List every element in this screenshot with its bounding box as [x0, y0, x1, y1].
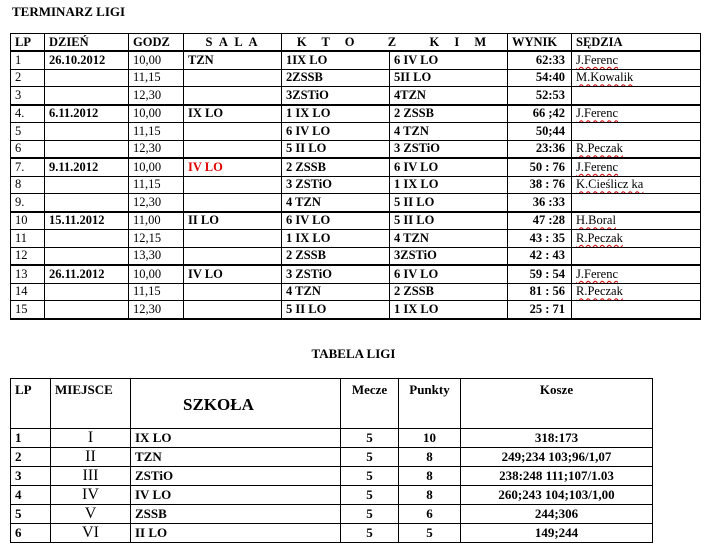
fixture-score: 62:33	[508, 51, 572, 69]
header-hall: S A L A	[184, 34, 282, 52]
fixture-away-team: 2 ZSSB	[390, 105, 508, 123]
standings-lp: 1	[11, 429, 51, 448]
fixture-time: 12,30	[129, 140, 184, 158]
fixture-referee: H.Boral	[572, 212, 701, 230]
standings-header-place: MIEJSCE	[51, 379, 131, 429]
fixture-time: 10,00	[129, 158, 184, 176]
standings-header-school: SZKOŁA	[131, 379, 341, 429]
header-time: GODZ	[129, 34, 184, 52]
fixture-lp: 9.	[11, 194, 45, 212]
standings-points: 10	[399, 429, 461, 448]
fixture-date	[45, 69, 129, 87]
standings-place: III	[51, 467, 131, 486]
fixture-referee	[572, 87, 701, 105]
fixture-home-team: 3 ZSTiO	[282, 176, 390, 194]
fixture-referee: J.Ferenc	[572, 51, 701, 69]
fixture-score: 81 : 56	[508, 283, 572, 301]
standings-baskets: 318:173	[461, 429, 653, 448]
fixture-away-team: 6 IV LO	[390, 265, 508, 283]
fixture-home-team: 3ZSTiO	[282, 87, 390, 105]
standings-points: 8	[399, 467, 461, 486]
standings-points: 6	[399, 505, 461, 524]
fixture-row	[11, 265, 701, 283]
standings-header-baskets: Kosze	[461, 379, 653, 429]
fixture-date	[45, 283, 129, 301]
fixture-row	[11, 212, 701, 230]
fixture-referee	[572, 247, 701, 265]
fixture-away-team: 2 ZSSB	[390, 283, 508, 301]
standings-school: TZN	[131, 448, 341, 467]
fixture-home-team: 3 ZSTiO	[282, 265, 390, 283]
fixture-time: 12,30	[129, 301, 184, 319]
fixture-row	[11, 230, 701, 248]
fixture-score: 54:40	[508, 69, 572, 87]
fixture-date	[45, 194, 129, 212]
fixture-time: 11,15	[129, 123, 184, 141]
fixture-score: 47 :28	[508, 212, 572, 230]
fixture-away-team: 4TZN	[390, 87, 508, 105]
fixture-score: 50 : 76	[508, 158, 572, 176]
fixture-row	[11, 158, 701, 176]
fixture-lp: 10	[11, 212, 45, 230]
fixture-date	[45, 176, 129, 194]
fixture-home-team: 6 IV LO	[282, 123, 390, 141]
fixture-hall	[184, 301, 282, 319]
fixture-away-team: 6 IV LO	[390, 51, 508, 69]
fixture-away-team: 5 II LO	[390, 212, 508, 230]
fixture-referee: R.Peczak	[572, 140, 701, 158]
fixture-hall	[184, 176, 282, 194]
fixture-home-team: 6 IV LO	[282, 212, 390, 230]
fixture-home-team: 1 IX LO	[282, 230, 390, 248]
standings-games: 5	[341, 467, 399, 486]
fixture-hall: IX LO	[184, 105, 282, 123]
fixture-away-team: 5 II LO	[390, 194, 508, 212]
fixture-row	[11, 194, 701, 212]
standings-school: II LO	[131, 524, 341, 543]
fixture-row	[11, 176, 701, 194]
fixture-home-team: 1 IX LO	[282, 105, 390, 123]
fixture-time: 12,30	[129, 194, 184, 212]
fixture-date: 6.11.2012	[45, 105, 129, 123]
fixture-away-team: 3ZSTiO	[390, 247, 508, 265]
standings-games: 5	[341, 505, 399, 524]
fixture-row	[11, 51, 701, 69]
standings-games: 5	[341, 486, 399, 505]
fixture-score: 38 : 76	[508, 176, 572, 194]
standings-baskets: 249;234 103;96/1,07	[461, 448, 653, 467]
fixture-row	[11, 140, 701, 158]
fixture-lp: 3	[11, 87, 45, 105]
standings-lp: 6	[11, 524, 51, 543]
fixture-row	[11, 247, 701, 265]
fixture-time: 11,15	[129, 283, 184, 301]
standings-baskets: 149;244	[461, 524, 653, 543]
fixture-score: 42 : 43	[508, 247, 572, 265]
fixtures-table	[10, 33, 701, 320]
fixture-hall	[184, 140, 282, 158]
fixture-referee: K.Cieślicz ka	[572, 176, 701, 194]
fixture-row	[11, 301, 701, 319]
fixture-score: 50;44	[508, 123, 572, 141]
standings-table	[10, 378, 653, 543]
fixture-row	[11, 69, 701, 87]
fixture-away-team: 1 IX LO	[390, 301, 508, 319]
fixture-home-team: 2 ZSSB	[282, 158, 390, 176]
fixture-referee: J.Ferenc	[572, 105, 701, 123]
standings-row	[11, 486, 653, 505]
fixture-date: 26.10.2012	[45, 51, 129, 69]
standings-points: 8	[399, 448, 461, 467]
fixture-lp: 14	[11, 283, 45, 301]
fixture-referee	[572, 301, 701, 319]
standings-place: V	[51, 505, 131, 524]
standings-points: 8	[399, 486, 461, 505]
standings-points: 5	[399, 524, 461, 543]
fixture-home-team: 5 II LO	[282, 301, 390, 319]
fixture-row	[11, 283, 701, 301]
fixture-away-team: 4 TZN	[390, 230, 508, 248]
header-referee: SĘDZIA	[572, 34, 701, 52]
fixture-lp: 12	[11, 247, 45, 265]
standings-header-row	[11, 379, 653, 429]
fixture-referee	[572, 123, 701, 141]
standings-lp: 4	[11, 486, 51, 505]
fixture-time: 12,30	[129, 87, 184, 105]
fixture-hall	[184, 69, 282, 87]
fixture-lp: 15	[11, 301, 45, 319]
standings-school: IV LO	[131, 486, 341, 505]
fixture-score: 23:36	[508, 140, 572, 158]
standings-row	[11, 524, 653, 543]
fixture-away-team: 4 TZN	[390, 123, 508, 141]
fixture-away-team: 6 IV LO	[390, 158, 508, 176]
standings-header-games: Mecze	[341, 379, 399, 429]
standings-place: VI	[51, 524, 131, 543]
fixture-score: 36 :33	[508, 194, 572, 212]
fixture-lp: 13	[11, 265, 45, 283]
standings-row	[11, 429, 653, 448]
fixture-lp: 4.	[11, 105, 45, 123]
header-matchup: K T O Z K I M	[282, 34, 508, 52]
fixture-date	[45, 230, 129, 248]
fixture-home-team: 5 II LO	[282, 140, 390, 158]
fixture-referee: J.Ferenc	[572, 265, 701, 283]
fixture-row	[11, 105, 701, 123]
fixture-date	[45, 301, 129, 319]
fixture-hall	[184, 123, 282, 141]
fixture-away-team: 5II LO	[390, 69, 508, 87]
fixture-hall	[184, 283, 282, 301]
fixture-score: 66 ;42	[508, 105, 572, 123]
fixture-hall: TZN	[184, 51, 282, 69]
standings-school: IX LO	[131, 429, 341, 448]
fixture-date: 9.11.2012	[45, 158, 129, 176]
fixture-hall: IV LO	[184, 265, 282, 283]
standings-lp: 3	[11, 467, 51, 486]
fixture-lp: 7.	[11, 158, 45, 176]
fixture-hall: II LO	[184, 212, 282, 230]
fixture-hall	[184, 230, 282, 248]
fixture-referee: R.Peczak	[572, 230, 701, 248]
standings-baskets: 260;243 104;103/1,00	[461, 486, 653, 505]
fixture-score: 25 : 71	[508, 301, 572, 319]
fixture-row	[11, 123, 701, 141]
fixture-score: 59 : 54	[508, 265, 572, 283]
fixture-home-team: 1IX LO	[282, 51, 390, 69]
fixture-home-team: 4 TZN	[282, 283, 390, 301]
fixture-lp: 8	[11, 176, 45, 194]
fixtures-title: TERMINARZ LIGI	[12, 4, 126, 19]
fixture-home-team: 2ZSSB	[282, 69, 390, 87]
header-result: WYNIK	[508, 34, 572, 52]
fixture-lp: 5	[11, 123, 45, 141]
fixture-referee: J.Ferenc	[572, 158, 701, 176]
standings-row	[11, 467, 653, 486]
fixture-away-team: 3 ZSTiO	[390, 140, 508, 158]
standings-place: IV	[51, 486, 131, 505]
standings-row	[11, 505, 653, 524]
fixture-time: 11,15	[129, 69, 184, 87]
fixture-lp: 11	[11, 230, 45, 248]
fixture-time: 10,00	[129, 105, 184, 123]
fixture-referee: R.Peczak	[572, 283, 701, 301]
fixture-hall: IV LO	[184, 158, 282, 176]
fixture-home-team: 2 ZSSB	[282, 247, 390, 265]
fixture-row	[11, 87, 701, 105]
fixtures-header-row	[11, 34, 701, 52]
standings-place: II	[51, 448, 131, 467]
standings-lp: 2	[11, 448, 51, 467]
header-day: DZIEŃ	[45, 34, 129, 52]
fixture-away-team: 1 IX LO	[390, 176, 508, 194]
fixture-time: 10,00	[129, 265, 184, 283]
fixture-referee	[572, 194, 701, 212]
fixture-time: 10,00	[129, 51, 184, 69]
fixture-score: 52:53	[508, 87, 572, 105]
fixture-hall	[184, 87, 282, 105]
standings-title: TABELA LIGI	[311, 346, 396, 361]
fixture-lp: 2	[11, 69, 45, 87]
fixture-lp: 6	[11, 140, 45, 158]
standings-games: 5	[341, 524, 399, 543]
fixture-hall	[184, 194, 282, 212]
fixture-date	[45, 140, 129, 158]
fixture-date: 15.11.2012	[45, 212, 129, 230]
fixture-referee: M.Kowalik	[572, 69, 701, 87]
standings-baskets: 244;306	[461, 505, 653, 524]
fixture-date	[45, 123, 129, 141]
standings-header-points: Punkty	[399, 379, 461, 429]
fixture-lp: 1	[11, 51, 45, 69]
standings-row	[11, 448, 653, 467]
standings-games: 5	[341, 448, 399, 467]
fixture-hall	[184, 247, 282, 265]
fixture-date	[45, 247, 129, 265]
fixture-score: 43 : 35	[508, 230, 572, 248]
fixture-time: 13,30	[129, 247, 184, 265]
standings-games: 5	[341, 429, 399, 448]
standings-baskets: 238:248 111;107/1.03	[461, 467, 653, 486]
fixture-time: 11,15	[129, 176, 184, 194]
standings-header-lp: LP	[11, 379, 51, 429]
fixture-date	[45, 87, 129, 105]
standings-lp: 5	[11, 505, 51, 524]
standings-school: ZSSB	[131, 505, 341, 524]
fixture-date: 26.11.2012	[45, 265, 129, 283]
header-lp: LP	[11, 34, 45, 52]
standings-school: ZSTiO	[131, 467, 341, 486]
fixture-time: 11,00	[129, 212, 184, 230]
fixture-home-team: 4 TZN	[282, 194, 390, 212]
standings-place: I	[51, 429, 131, 448]
fixture-time: 12,15	[129, 230, 184, 248]
